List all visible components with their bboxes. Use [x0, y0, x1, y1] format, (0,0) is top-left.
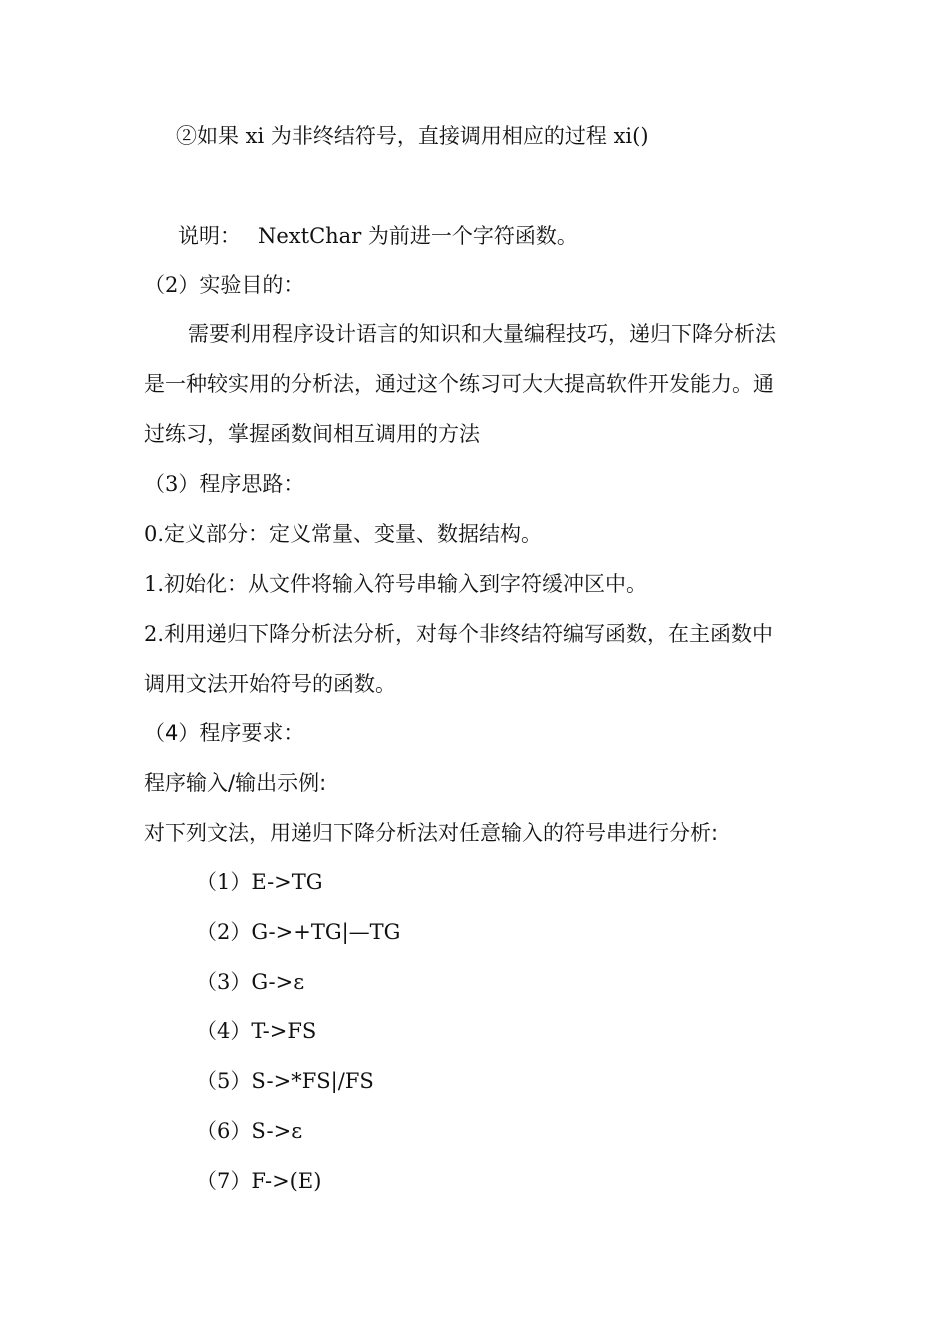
step-2-line-1: 2.利用递归下降分析法分析，对每个非终结符编写函数，在主函数中: [144, 622, 774, 646]
section-3-heading: （3）程序思路：: [144, 472, 305, 496]
grammar-rule: （4）T->FS: [196, 1019, 317, 1043]
grammar-rule: （3）G->ε: [196, 970, 305, 994]
note-label: 说明：: [178, 224, 241, 248]
io-example-heading: 程序输入/输出示例:: [144, 771, 327, 795]
grammar-intro: 对下列文法，用递归下降分析法对任意输入的符号串进行分析:: [144, 821, 719, 845]
grammar-rule: （2）G->+TG|—TG: [196, 920, 401, 944]
step-1: 1.初始化：从文件将输入符号串输入到字符缓冲区中。: [144, 572, 648, 596]
purpose-line-1: 需要利用程序设计语言的知识和大量编程技巧，递归下降分析法: [188, 322, 776, 346]
grammar-rule: （1）E->TG: [196, 870, 323, 894]
section-4-heading: （4）程序要求：: [144, 721, 305, 745]
grammar-rule: （6）S->ε: [196, 1119, 303, 1143]
note-text: NextChar 为前进一个字符函数。: [258, 224, 578, 248]
item-2-text: ②如果 xi 为非终结符号，直接调用相应的过程 xi(): [176, 124, 649, 148]
section-2-heading: （2）实验目的：: [144, 273, 305, 297]
grammar-rule: （7）F->(E): [196, 1169, 322, 1193]
step-0: 0.定义部分：定义常量、变量、数据结构。: [144, 522, 543, 546]
step-2-line-2: 调用文法开始符号的函数。: [144, 672, 396, 696]
grammar-rule: （5）S->*FS|/FS: [196, 1069, 374, 1093]
purpose-line-3: 过练习，掌握函数间相互调用的方法: [144, 422, 480, 446]
purpose-line-2: 是一种较实用的分析法，通过这个练习可大大提高软件开发能力。通: [144, 372, 774, 396]
